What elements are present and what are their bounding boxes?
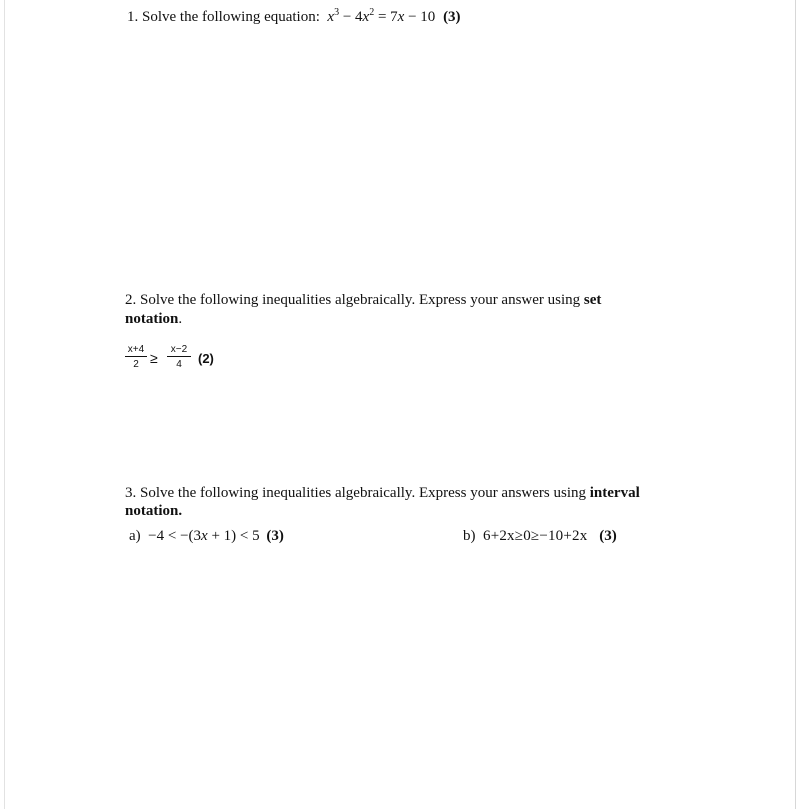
question-3a-expression: −4 < −(3x + 1) < 5 xyxy=(148,528,260,544)
page-edge-right xyxy=(795,0,796,809)
question-2-prompt: 2. Solve the following inequalities algebraically. Express your answer using xyxy=(125,292,584,308)
question-1-equation: $x^3 - 4x^2 = 7x - 10$ xyxy=(327,7,436,25)
question-3b-label: b) xyxy=(463,528,476,544)
question-1 xyxy=(127,8,461,26)
relation-symbol: ≥ xyxy=(150,350,158,366)
question-3-line-2 xyxy=(125,502,182,520)
lhs-fraction: x+4 2 xyxy=(125,344,147,370)
question-2-emphasis: set xyxy=(583,292,602,308)
question-3b-points: (3) xyxy=(599,528,617,544)
question-3a-label: a) xyxy=(129,528,141,544)
question-3a xyxy=(129,527,284,545)
question-3-prompt: 3. Solve the following inequalities algebraically. Express your answers using xyxy=(125,485,590,501)
question-3-line-1 xyxy=(125,484,640,502)
question-3-emphasis-cont: notation. xyxy=(125,503,183,519)
question-3b-expression: 6+2x≥0≥−10+2x xyxy=(483,528,588,544)
page-edge-left xyxy=(4,0,5,809)
question-3a-points: (3) xyxy=(266,528,284,544)
question-3-emphasis: interval xyxy=(589,485,640,501)
question-2-line-2: notation. xyxy=(125,311,183,327)
question-3b xyxy=(463,527,617,545)
question-1-prompt: 1. Solve the following equation: xyxy=(127,9,320,25)
question-1-points: (3) xyxy=(443,9,461,25)
rhs-fraction: x−2 4 xyxy=(167,344,191,370)
question-2-line-1 xyxy=(125,291,601,309)
question-2-points: (2) xyxy=(198,351,214,366)
question-2-emphasis-cont: notation xyxy=(125,311,179,327)
